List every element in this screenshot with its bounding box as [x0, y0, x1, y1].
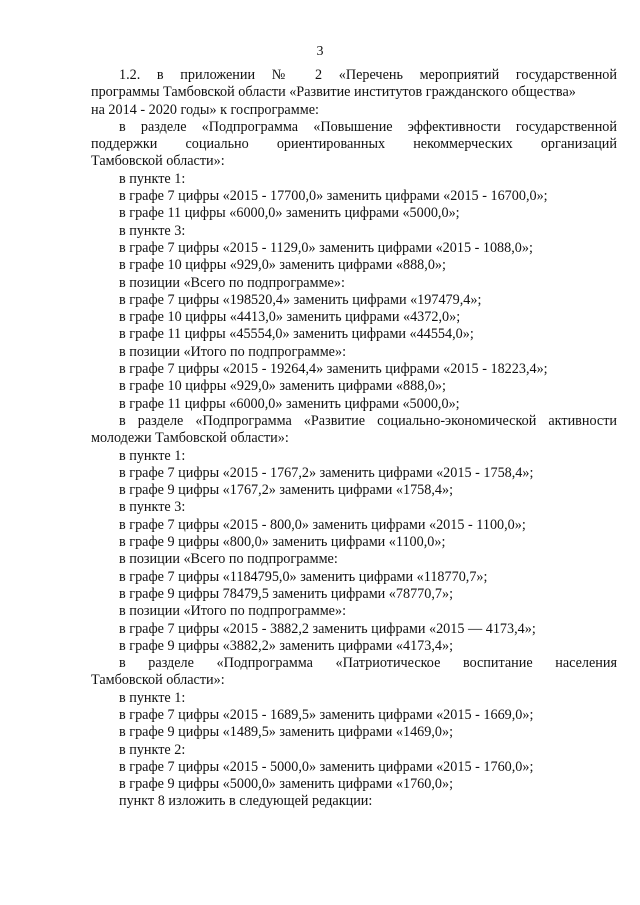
paragraph-line: в пункте 1:: [119, 689, 186, 706]
paragraph-line: в разделе «Подпрограмма «Развитие социально-экономической активности: [119, 412, 617, 429]
paragraph-line: программы Тамбовской области «Развитие институтов гражданского общества»: [91, 84, 576, 101]
paragraph-line: в графе 10 цифры «929,0» заменить цифрами «888,0»;: [119, 378, 446, 395]
paragraph-line: в графе 9 цифры «3882,2» заменить цифрами «4173,4»;: [119, 637, 454, 654]
paragraph-line: в графе 11 цифры «45554,0» заменить цифрами «44554,0»;: [119, 326, 474, 343]
paragraph-line: в графе 7 цифры «2015 - 1129,0» заменить цифрами «2015 - 1088,0»;: [119, 239, 533, 256]
paragraph-line: в позиции «Итого по подпрограмме»:: [119, 343, 347, 360]
paragraph-line: в позиции «Всего по подпрограмме:: [119, 551, 338, 568]
paragraph-line: Тамбовской области»:: [91, 153, 225, 170]
paragraph-line: в графе 9 цифры «5000,0» заменить цифрами «1760,0»;: [119, 776, 454, 793]
paragraph-line: на 2014 - 2020 годы» к госпрограмме:: [91, 101, 319, 118]
paragraph-line: Тамбовской области»:: [91, 672, 225, 689]
paragraph-line: в разделе «Подпрограмма «Патриотическое воспитание населения: [119, 655, 617, 672]
paragraph-line: в пункте 3:: [119, 222, 186, 239]
paragraph-line: в графе 7 цифры «1184795,0» заменить цифрами «118770,7»;: [119, 568, 488, 585]
paragraph-line: в графе 10 цифры «4413,0» заменить цифрами «4372,0»;: [119, 309, 461, 326]
paragraph-line: в пункте 3:: [119, 499, 186, 516]
paragraph-line: в разделе «Подпрограмма «Повышение эффективности государственной: [119, 118, 617, 135]
paragraph-line: в графе 7 цифры «2015 - 800,0» заменить цифрами «2015 - 1100,0»;: [119, 516, 526, 533]
paragraph-line: молодежи Тамбовской области»:: [91, 430, 289, 447]
paragraph-line: в графе 7 цифры «198520,4» заменить цифрами «197479,4»;: [119, 291, 482, 308]
paragraph-line: в графе 9 цифры «800,0» заменить цифрами «1100,0»;: [119, 534, 446, 551]
paragraph-line: в графе 7 цифры «2015 - 1689,5» заменить цифрами «2015 - 1669,0»;: [119, 706, 534, 723]
paragraph-line: в пункте 1:: [119, 447, 186, 464]
paragraph-line: пункт 8 изложить в следующей редакции:: [119, 793, 373, 810]
paragraph-line: в пункте 1:: [119, 170, 186, 187]
paragraph-line: поддержки социально ориентированных некоммерческих организаций: [91, 136, 617, 153]
page-number: 3: [316, 44, 324, 59]
paragraph-line: в графе 7 цифры «2015 - 19264,4» заменить цифрами «2015 - 18223,4»;: [119, 361, 548, 378]
paragraph-line: в графе 7 цифры «2015 - 17700,0» заменить цифрами «2015 - 16700,0»;: [119, 188, 548, 205]
paragraph-line: в позиции «Всего по подпрограмме»:: [119, 274, 345, 291]
paragraph-line: в графе 7 цифры «2015 - 3882,2 заменить цифрами «2015 — 4173,4»;: [119, 620, 536, 637]
paragraph-line: в графе 7 цифры «2015 - 1767,2» заменить цифрами «2015 - 1758,4»;: [119, 464, 534, 481]
paragraph-line: в графе 7 цифры «2015 - 5000,0» заменить цифрами «2015 - 1760,0»;: [119, 758, 534, 775]
paragraph-line: в графе 9 цифры «1767,2» заменить цифрами «1758,4»;: [119, 482, 454, 499]
paragraph-line: в графе 11 цифры «6000,0» заменить цифрами «5000,0»;: [119, 395, 460, 412]
paragraph-line: в графе 10 цифры «929,0» заменить цифрами «888,0»;: [119, 257, 446, 274]
paragraph-line: в позиции «Итого по подпрограмме»:: [119, 603, 347, 620]
paragraph-line: в пункте 2:: [119, 741, 186, 758]
document-body: [91, 67, 617, 811]
paragraph-line: в графе 11 цифры «6000,0» заменить цифрами «5000,0»;: [119, 205, 460, 222]
paragraph-line: 1.2. в приложении № 2 «Перечень мероприятий государственной: [119, 67, 617, 83]
paragraph-line: в графе 9 цифры 78479,5 заменить цифрами «78770,7»;: [119, 585, 454, 602]
paragraph-line: в графе 9 цифры «1489,5» заменить цифрами «1469,0»;: [119, 724, 454, 741]
